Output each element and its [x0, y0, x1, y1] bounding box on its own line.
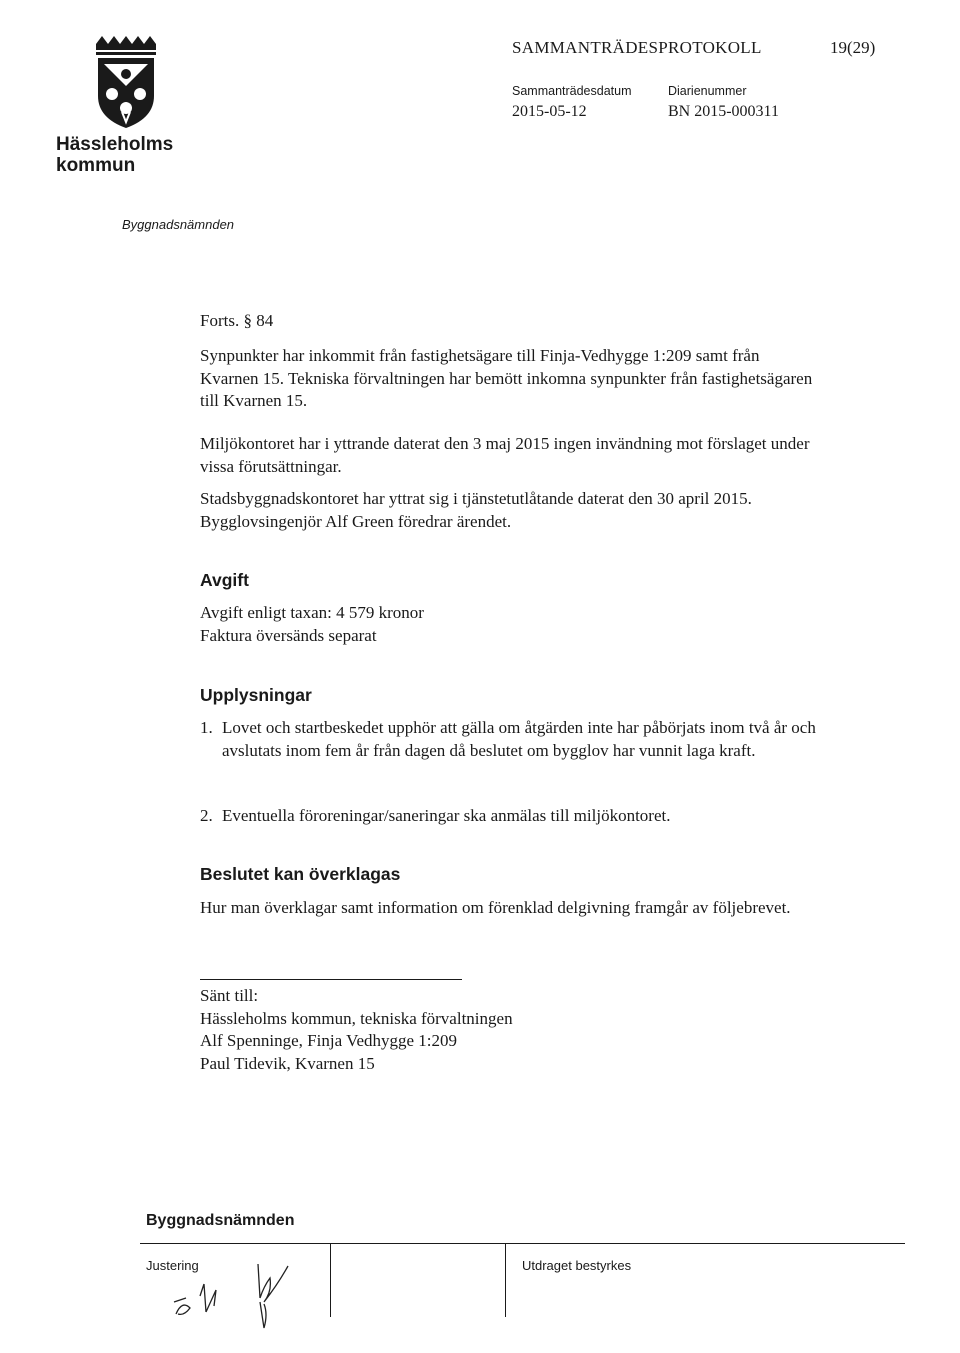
- reference-label: Diarienummer: [668, 84, 747, 98]
- recipient: Alf Spenninge, Finja Vedhygge 1:209: [200, 1031, 458, 1050]
- fee-amount: Avgift enligt taxan: 4 579 kronor: [200, 603, 424, 622]
- department-name: Byggnadsnämnden: [122, 217, 235, 232]
- appeal-text: Hur man överklagar samt information om förenklad delgivning framgår av följebrevet.: [200, 898, 791, 917]
- appeal-heading: Beslutet kan överklagas: [200, 864, 401, 884]
- footer-column-divider: [330, 1243, 331, 1317]
- extract-certified-label: Utdraget bestyrkes: [522, 1258, 632, 1273]
- meeting-date-label: Sammanträdesdatum: [512, 84, 632, 98]
- recipient: Hässleholms kommun, tekniska förvaltningen: [200, 1008, 513, 1028]
- footer-divider: [140, 1243, 905, 1244]
- coat-of-arms-icon: [92, 34, 160, 130]
- logo-line-2: kommun: [56, 155, 136, 176]
- list-item: [200, 717, 820, 762]
- paragraph: Stadsbyggnadskontoret har yttrat sig i tjänstetutlåtande daterat den 30 april 2015. Bygglovsingenjör Alf Green föredrar ärendet.: [200, 489, 752, 531]
- recipient: Paul Tidevik, Kvarnen 15: [200, 1053, 375, 1073]
- continuation-heading: Forts. § 84: [200, 311, 274, 330]
- recipients-block: [200, 985, 820, 1075]
- info-heading: Upplysningar: [200, 685, 312, 705]
- list-item-text: Eventuella föroreningar/saneringar ska anmälas till miljökontoret.: [222, 806, 671, 825]
- sent-to-label: Sänt till:: [200, 986, 259, 1005]
- logo-line-1: Hässleholms: [56, 134, 174, 155]
- list-item-number: 1.: [200, 718, 213, 737]
- reference-value: BN 2015-000311: [668, 103, 779, 120]
- divider: [200, 979, 462, 980]
- footer-department: Byggnadsnämnden: [146, 1212, 295, 1229]
- signatures-icon: [160, 1258, 330, 1338]
- fee-heading: Avgift: [200, 570, 249, 590]
- document-title: SAMMANTRÄDESPROTOKOLL: [512, 38, 762, 57]
- paragraph: Miljökontoret har i yttrande daterat den 3 maj 2015 ingen invändning mot förslaget under vissa förutsättningar.: [200, 434, 810, 476]
- page-number: 19(29): [830, 38, 876, 57]
- fee-section: [200, 602, 820, 647]
- invoice-note: Faktura översänds separat: [200, 625, 377, 645]
- footer-column-divider: [505, 1243, 506, 1317]
- meeting-date-value: 2015-05-12: [512, 103, 587, 120]
- list-item: [200, 805, 820, 828]
- list-item-number: 2.: [200, 806, 213, 825]
- municipality-logo-text: [56, 134, 173, 176]
- paragraph: Synpunkter har inkommit från fastighetsägare till Finja-Vedhygge 1:209 samt från Kvarnen 15. Tekniska förvaltningen har bemött inkomna synpunkter från fastighetsägaren till Kvarnen 15.: [200, 346, 813, 410]
- list-item-text: Lovet och startbeskedet upphör att gälla om åtgärden inte har påbörjats inom två år och avslutats inom fem år från dagen då beslutet om bygglov har vunnit laga kraft.: [222, 718, 816, 760]
- justering-label: Justering: [146, 1258, 199, 1273]
